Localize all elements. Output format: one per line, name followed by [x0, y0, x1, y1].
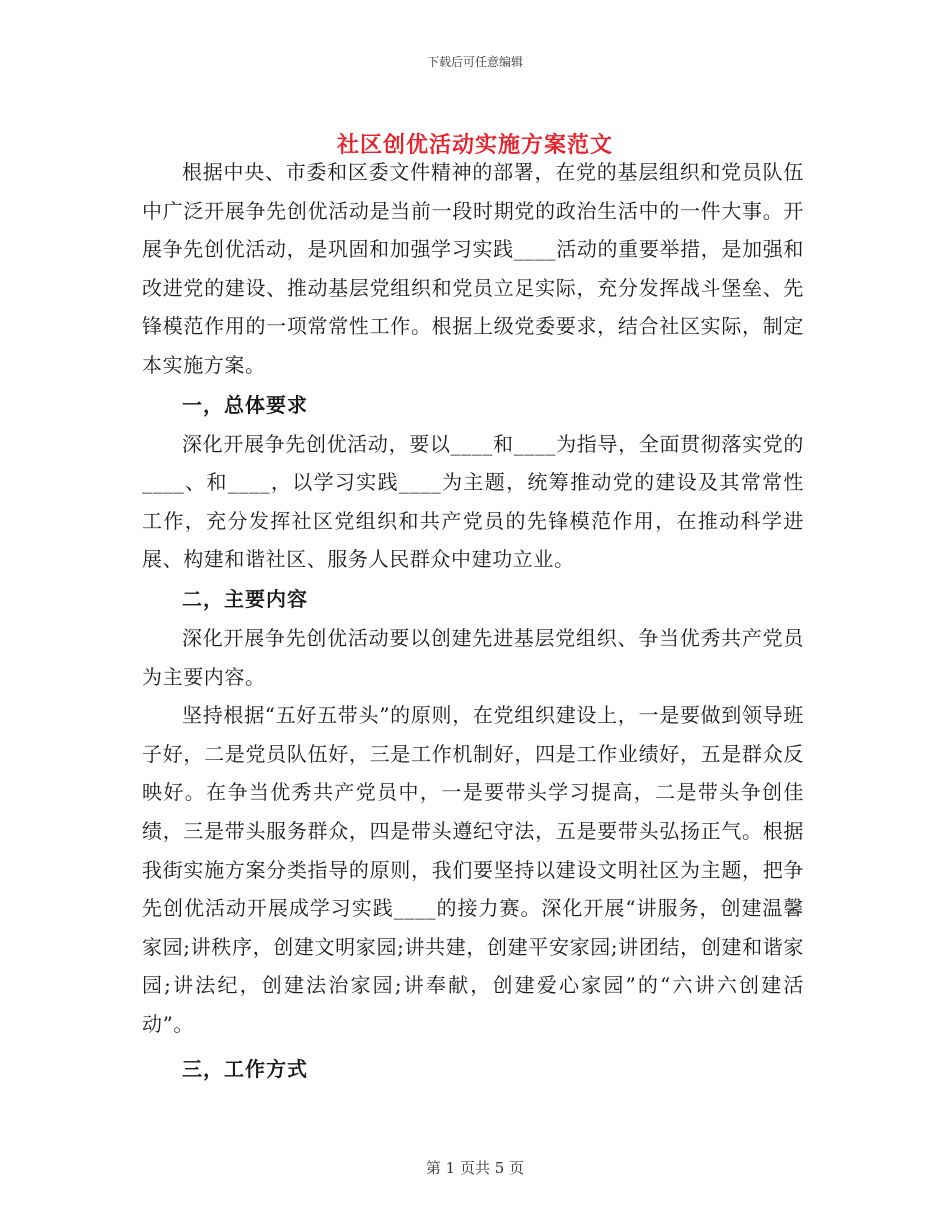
intro-paragraph: 根据中央、市委和区委文件精神的部署，在党的基层组织和党员队伍中广泛开展争先创优活动是当前一段时期党的政治生活中的一件大事。开展争先创优活动，是巩固和加强学习实践____活动的重要举措，是加强和改进党的建设、推动基层党组织和党员立足实际，充分发挥战斗堡垒、先锋模范作用的一项常常性工作。根据上级党委要求，结合社区实际，制定本实施方案。 — [142, 160, 804, 377]
section-1-paragraph: 深化开展争先创优活动，要以____和____为指导，全面贯彻落实党的____、和____，以学习实践____为主题，统筹推动党的建设及其常常性工作，充分发挥社区党组织和共产党员的先锋模范作用，在推动科学进展、构建和谐社区、服务人民群众中建功立业。 — [142, 431, 804, 572]
section-2-paragraph-1: 深化开展争先创优活动要以创建先进基层党组织、争当优秀共产党员为主要内容。 — [142, 625, 804, 689]
section-heading-3: 三，工作方式 — [182, 1057, 308, 1082]
section-heading-2: 二，主要内容 — [182, 586, 308, 611]
page-footer: 第 1 页共 5 页 — [425, 1159, 525, 1177]
section-heading-1: 一，总体要求 — [182, 392, 308, 417]
header-note: 下载后可任意编辑 — [426, 55, 523, 69]
document-body — [142, 153, 804, 1089]
section-2-paragraph-2: 坚持根据“五好五带头”的原则，在党组织建设上，一是要做到领导班子好，二是党员队伍好，三是工作机制好，四是工作业绩好，五是群众反映好。在争当优秀共产党员中，一是要带头学习提高，二是带头争创佳绩，三是带头服务群众，四是带头遵纪守法，五是要带头弘扬正气。根据我街实施方案分类指导的原则，我们要坚持以建设文明社区为主题，把争先创优活动开展成学习实践____的接力赛。深化开展“讲服务，创建温馨家园;讲秩序，创建文明家园;讲共建，创建平安家园;讲团结，创建和谐家园;讲法纪，创建法治家园;讲奉献，创建爱心家园”的“六讲六创建活动”。 — [142, 703, 804, 1036]
document-title: 社区创优活动实施方案范文 — [336, 131, 613, 158]
